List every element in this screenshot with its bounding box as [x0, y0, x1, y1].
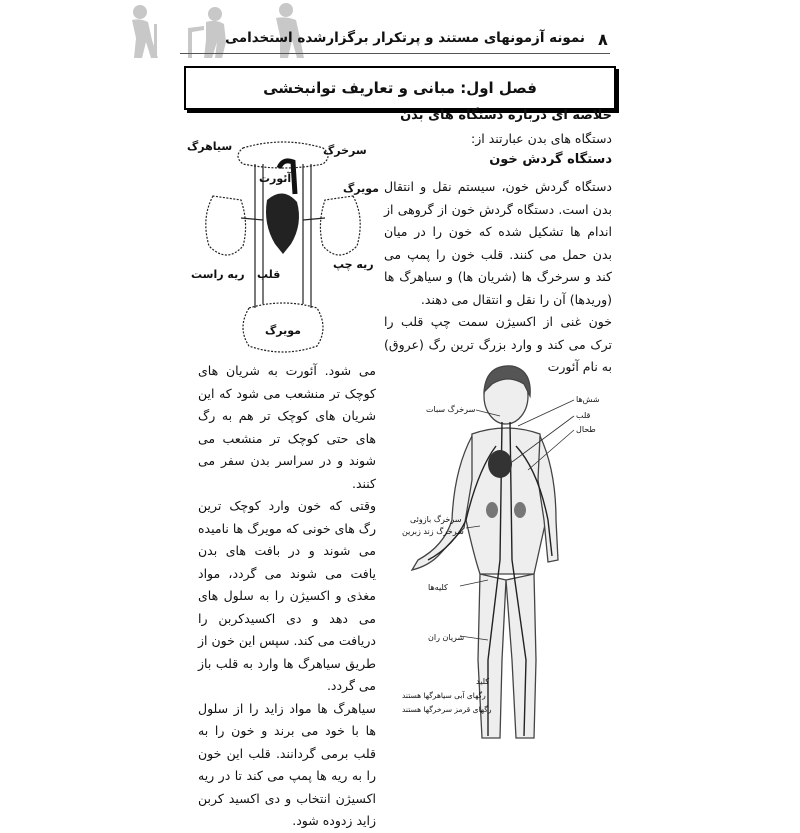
paragraph: وقتی که خون وارد کوچک ترین رگ های خونی که مویرگ ها نامیده می شوند و در بافت های بدن یافت می شوند می گردد، مواد مغذی و اکسیژن را به سلول های می دهد و دی اکسیدکربن را دریافت می کند. سپس این خون از طریق سیاهرگ ها وارد به قلب باز می گردد.: [198, 498, 376, 693]
label-vein: سیاهرگ: [187, 140, 233, 153]
label-heart: قلب: [576, 411, 591, 420]
label-arm-artery: سرخرگ بازوئی: [410, 515, 462, 524]
body-text-left-column: [198, 360, 376, 833]
legend-title: کلید: [476, 677, 490, 686]
label-aorta: آئورت: [259, 172, 292, 185]
section-intro: دستگاه های بدن عبارتند از:: [471, 131, 612, 146]
label-artery: سرخرگ: [323, 144, 367, 157]
legend-blue-veins: رگهای آبی سیاهرگها هستند: [402, 691, 486, 700]
body-text-right-column: [384, 176, 612, 379]
label-right-lung: ریه راست: [191, 268, 245, 281]
header-divider: [180, 53, 610, 54]
label-lungs: شش‌ها: [576, 395, 600, 404]
label-heart: قلب: [257, 268, 281, 281]
circulation-diagram: [183, 128, 383, 360]
label-jugular-vein: سرخرگ سبات: [426, 405, 476, 414]
chapter-title: فصل اول: مبانی و تعاریف توانبخشی: [263, 79, 537, 97]
paragraph: می شود. آئورت به شریان های کوچک تر منشعب می شود که این شریان های کوچک تر هم به رگ های حتی کوچک تر منشعب می شوند و در سراسر بدن سفر می کنند.: [198, 363, 376, 491]
human-circulatory-system-figure: [388, 360, 620, 740]
page-number: ۸: [598, 30, 608, 49]
running-header-title: نمونه آزمونهای مستند و پرتکرار برگزارشده استخدامی: [225, 30, 585, 46]
label-femoral-artery: شریان ران: [428, 633, 465, 642]
paragraph: سیاهرگ ها مواد زاید را از سلول ها با خود می برند و خون را به قلب برمی گردانند. قلب این خون را به ریه ها پمپ می کند تا در ریه اکسیژن انتخاب و دی اکسید کربن زاید زدوده شود.: [198, 700, 376, 828]
label-capillary: مویرگ: [343, 182, 379, 195]
chapter-title-box: [184, 66, 616, 110]
subsection-title: دستگاه گردش خون: [489, 152, 612, 167]
label-spleen: طحال: [576, 425, 596, 434]
legend-red-arteries: رگهای قرمز سرخرگها هستند: [402, 705, 492, 714]
paragraph: دستگاه گردش خون، سیستم نقل و انتقال بدن است. دستگاه گردش خون از گروهی از اندام ها تشکیل شده که خون را در میان بدن حمل می کنند. قلب خون را پمپ می کند و سرخرگ ها (شریان ها) و سیاهرگ ها (وریدها) آن را نقل و انتقال می دهند.: [384, 179, 612, 307]
label-radial-artery: سرخرگ زند زبرین: [402, 527, 464, 536]
label-kidneys: کلیه‌ها: [428, 583, 448, 592]
paragraph: خون غنی از اکسیژن سمت چپ قلب را ترک می کند و وارد بزرگ ترین رگ (عروق) به نام آئورت: [384, 314, 612, 374]
label-capillary-bottom: مویرگ: [265, 324, 301, 337]
label-left-lung: ریه چپ: [333, 258, 374, 271]
section-title: خلاصه ای درباره دستگاه های بدن: [400, 108, 612, 123]
